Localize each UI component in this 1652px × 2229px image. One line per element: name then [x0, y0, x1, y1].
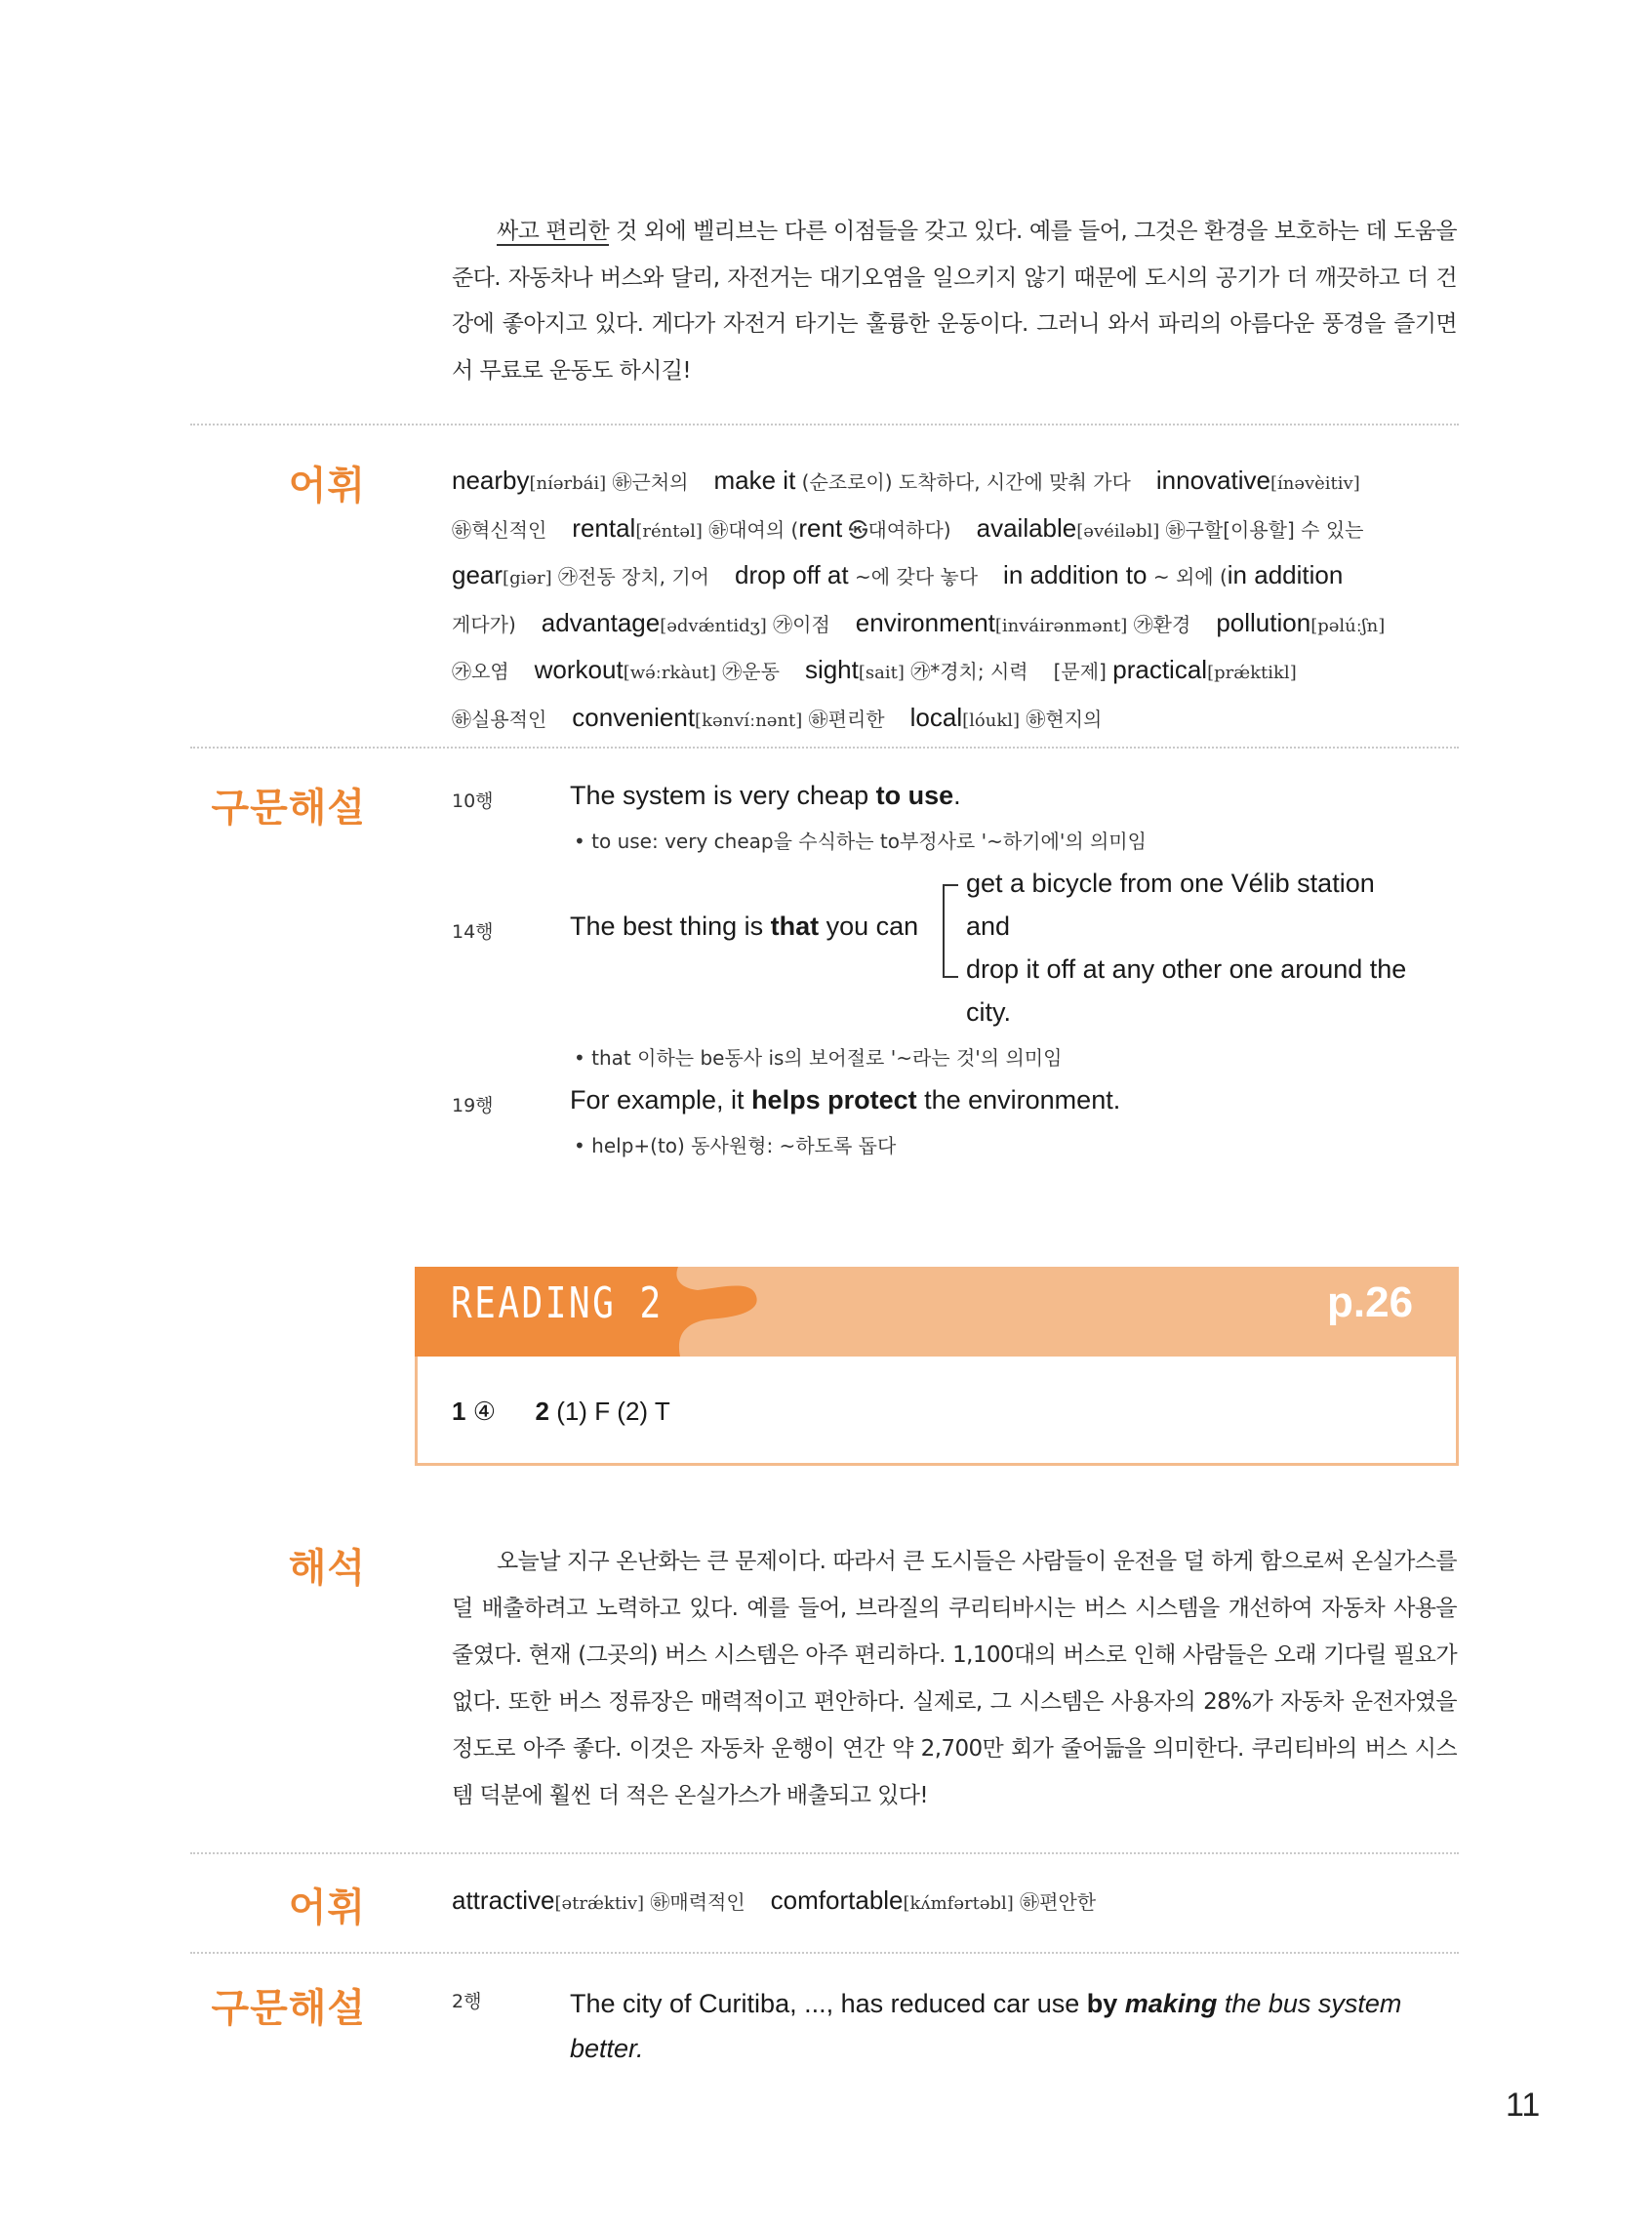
- syntax-label: 구문해설: [211, 1986, 366, 2031]
- vocab-list: [452, 1879, 1467, 1926]
- vocab-phonetic: [pəlúːʃn]: [1310, 615, 1386, 636]
- reading-title: READING 2: [451, 1278, 664, 1328]
- vocab-meaning: ㉮운동: [722, 660, 780, 683]
- vocab-word: practical: [1112, 655, 1208, 684]
- vocab-label: 어휘: [288, 464, 366, 508]
- vocab-meaning: ㉻실용적인: [452, 707, 547, 731]
- vocab-meaning: ㉻구할[이용할] 수 있는: [1165, 517, 1364, 542]
- vocab-phonetic: [ədvǽntidʒ]: [660, 615, 767, 636]
- vocab-word: local: [909, 702, 963, 732]
- vocab-row: [452, 553, 1467, 601]
- vocab-word: convenient: [572, 702, 696, 732]
- syntax-note: • that 이하는 be동사 is의 보어절로 '~라는 것'의 의미임: [574, 1046, 1063, 1070]
- syntax-sentence: [570, 1981, 1458, 2071]
- vocab-phonetic: [inváirənmənt]: [994, 615, 1128, 636]
- vocab-word: drop off at: [735, 560, 849, 589]
- vocab-row: [452, 459, 1467, 507]
- vocab-phonetic: [sait]: [858, 663, 905, 683]
- paragraph-text: 것 외에 벨리브는 다른 이점들을 갖고 있다. 예를 들어, 그것은 환경을 보호하는 데 도움을 준다. 자동차나 버스와 달리, 자전거는 대기오염을 일으키지 않기 때문에 도시의 공기가 더 깨끗하고 더 건강에 좋아지고 있다. 게다가 자전거 타기는 훌륭한 운동이다. 그러니 와서 파리의 아름다운 풍경을 즐기면서 무료로 운동도 하시길!: [452, 219, 1457, 384]
- vocab-meaning: ㉮전동 장치, 기어: [558, 565, 709, 588]
- line-number: 14행: [452, 921, 494, 943]
- vocab-word: pollution: [1216, 607, 1311, 637]
- syntax-option: city.: [966, 997, 1011, 1027]
- vocab-meaning: ~ 외에 (: [1152, 565, 1228, 588]
- vocab-phonetic: [ínəvèitiv]: [1269, 473, 1360, 494]
- vocab-phonetic: [níərbái]: [529, 473, 607, 494]
- vocab-phonetic: [réntəl]: [635, 520, 703, 542]
- syntax-note: • help+(to) 동사원형: ~하도록 돕다: [574, 1134, 897, 1157]
- vocab-word: sight: [804, 655, 859, 684]
- vocab-meaning: ㉻대여의 (: [708, 517, 799, 542]
- vocab-phonetic: [wə́ːrkàut]: [623, 663, 716, 683]
- sentence-text: For example, it: [570, 1085, 752, 1114]
- reading-page: p.26: [1327, 1278, 1414, 1326]
- vocab-word: innovative: [1155, 466, 1270, 495]
- syntax-sentence: [570, 781, 961, 811]
- vocab-row: [452, 601, 1467, 649]
- divider: [190, 424, 1459, 426]
- line-number: 10행: [452, 790, 494, 812]
- sentence-italic: better.: [570, 2034, 644, 2063]
- syntax-label: 구문해설: [211, 786, 366, 831]
- vocab-word: available: [976, 512, 1077, 543]
- line-number: 19행: [452, 1095, 494, 1116]
- vocab-phonetic: [prǽktikl]: [1207, 663, 1297, 683]
- line-number: 2행: [452, 1991, 482, 2012]
- translation-label: 해석: [288, 1546, 366, 1591]
- page-number: 11: [1506, 2087, 1541, 2124]
- paragraph-text: 오늘날 지구 온난화는 큰 문제이다. 따라서 큰 도시들은 사람들이 운전을 덜 하게 함으로써 온실가스를 덜 배출하려고 노력하고 있다. 예를 들어, 브라질의 쿠리티바시는 버스 시스템을 개선하여 자동차 사용을 줄였다. 현재 (그곳의) 버스 시스템은 아주 편리하다. 1,100대의 버스로 인해 사람들은 오래 기다릴 필요가 없다. 또한 버스 정류장은 매력적이고 편안하다. 실제로, 그 시스템은 사용자의 28%가 자동차 운전자였을 정도로 아주 좋다. 이것은 자동차 운행이 연간 약 2,700만 회가 줄어듦을 의미한다. 쿠리티바의 버스 시스템 덕분에 훨씬 더 적은 온실가스가 배출되고 있다!: [452, 1549, 1457, 1808]
- vocab-row: [452, 507, 1467, 554]
- vocab-phonetic: [lóukl]: [962, 709, 1021, 731]
- vocab-row: [452, 648, 1467, 696]
- syntax-sentence: [570, 912, 918, 942]
- sentence-text: The best thing is: [570, 912, 771, 941]
- vocab-word: environment: [855, 607, 995, 637]
- sentence-text: [1117, 1989, 1125, 2018]
- vocab-word: comfortable: [770, 1885, 904, 1915]
- vocab-phonetic: [əvéiləbl]: [1076, 520, 1160, 542]
- sentence-bold: that: [770, 912, 820, 941]
- syntax-option: drop it off at any other one around the: [966, 954, 1407, 984]
- sentence-text: The city of Curitiba, ..., has reduced car use: [570, 1989, 1087, 2018]
- sentence-italic: the bus system: [1217, 1989, 1402, 2018]
- vocab-meaning: ㉻현지의: [1026, 707, 1103, 731]
- divider: [190, 1952, 1459, 1954]
- vocab-meaning: ㉮환경: [1133, 612, 1191, 636]
- syntax-option: get a bicycle from one Vélib station: [966, 869, 1375, 898]
- syntax-sentence: [570, 1085, 1120, 1115]
- translation-paragraph-2: [452, 1538, 1457, 1819]
- sentence-text: .: [953, 781, 961, 810]
- sentence-text: the environment.: [916, 1085, 1121, 1114]
- answers: [452, 1397, 670, 1427]
- vocab-word: gear: [452, 560, 504, 589]
- sentence-bold: to use: [875, 781, 954, 810]
- vocab-meaning: ㉻혁신적인: [452, 517, 547, 542]
- vocab-word: in addition to: [1003, 560, 1148, 589]
- answer-value: ④: [472, 1397, 497, 1426]
- vocab-label: 어휘: [288, 1885, 366, 1930]
- vocab-meaning: ㉿대여하다): [842, 517, 951, 542]
- vocab-meaning: ㉮*경치; 시력: [910, 660, 1028, 683]
- answer-number: 1: [452, 1397, 466, 1426]
- sentence-bold: by: [1086, 1989, 1118, 2018]
- vocab-phonetic: [kənvíːnənt]: [695, 709, 803, 731]
- syntax-note: • to use: very cheap을 수식하는 to부정사로 '~하기에'의 의미임: [574, 830, 1147, 853]
- vocab-phonetic: [kʌ́mfərtəbl]: [903, 1893, 1014, 1914]
- vocab-word: advantage: [541, 607, 661, 637]
- vocab-word: workout: [534, 655, 624, 684]
- divider: [190, 1852, 1459, 1854]
- sentence-text: you can: [819, 912, 919, 941]
- vocab-meaning: ㉮오염: [452, 660, 509, 683]
- underlined-phrase: 싸고 편리한: [497, 219, 610, 244]
- syntax-option: and: [966, 912, 1011, 941]
- vocab-word: nearby: [452, 466, 530, 495]
- vocab-meaning: ㉻근처의: [612, 470, 689, 494]
- vocab-list: [452, 459, 1467, 743]
- vocab-meaning: [문제]: [1053, 660, 1107, 683]
- vocab-word: in addition: [1227, 560, 1344, 589]
- vocab-meaning: ㉮이점: [773, 612, 830, 636]
- vocab-meaning: ㉻편리한: [808, 707, 885, 731]
- divider: [190, 747, 1459, 749]
- bracket: [943, 884, 958, 978]
- vocab-word: rental: [572, 512, 636, 543]
- vocab-phonetic: [ətrǽktiv]: [554, 1893, 645, 1914]
- vocab-meaning: ㉻편안한: [1020, 1890, 1097, 1914]
- answer-value: (1) F (2) T: [556, 1397, 670, 1426]
- sentence-bold: helps protect: [751, 1085, 917, 1114]
- vocab-meaning: ㉻매력적인: [650, 1890, 745, 1914]
- translation-paragraph-1: [452, 209, 1457, 394]
- vocab-meaning: ~에 갖다 놓다: [854, 565, 979, 588]
- vocab-meaning: 게다가): [452, 612, 516, 636]
- vocab-word: rent: [798, 512, 843, 543]
- vocab-word: attractive: [452, 1885, 555, 1915]
- sentence-bold-italic: making: [1124, 1989, 1218, 2018]
- vocab-row: [452, 696, 1467, 744]
- answer-number: 2: [535, 1397, 549, 1426]
- vocab-word: make it: [713, 466, 796, 495]
- sentence-text: The system is very cheap: [570, 781, 876, 810]
- vocab-meaning: (순조로이) 도착하다, 시간에 맞춰 가다: [801, 470, 1131, 494]
- vocab-phonetic: [giər]: [503, 568, 552, 588]
